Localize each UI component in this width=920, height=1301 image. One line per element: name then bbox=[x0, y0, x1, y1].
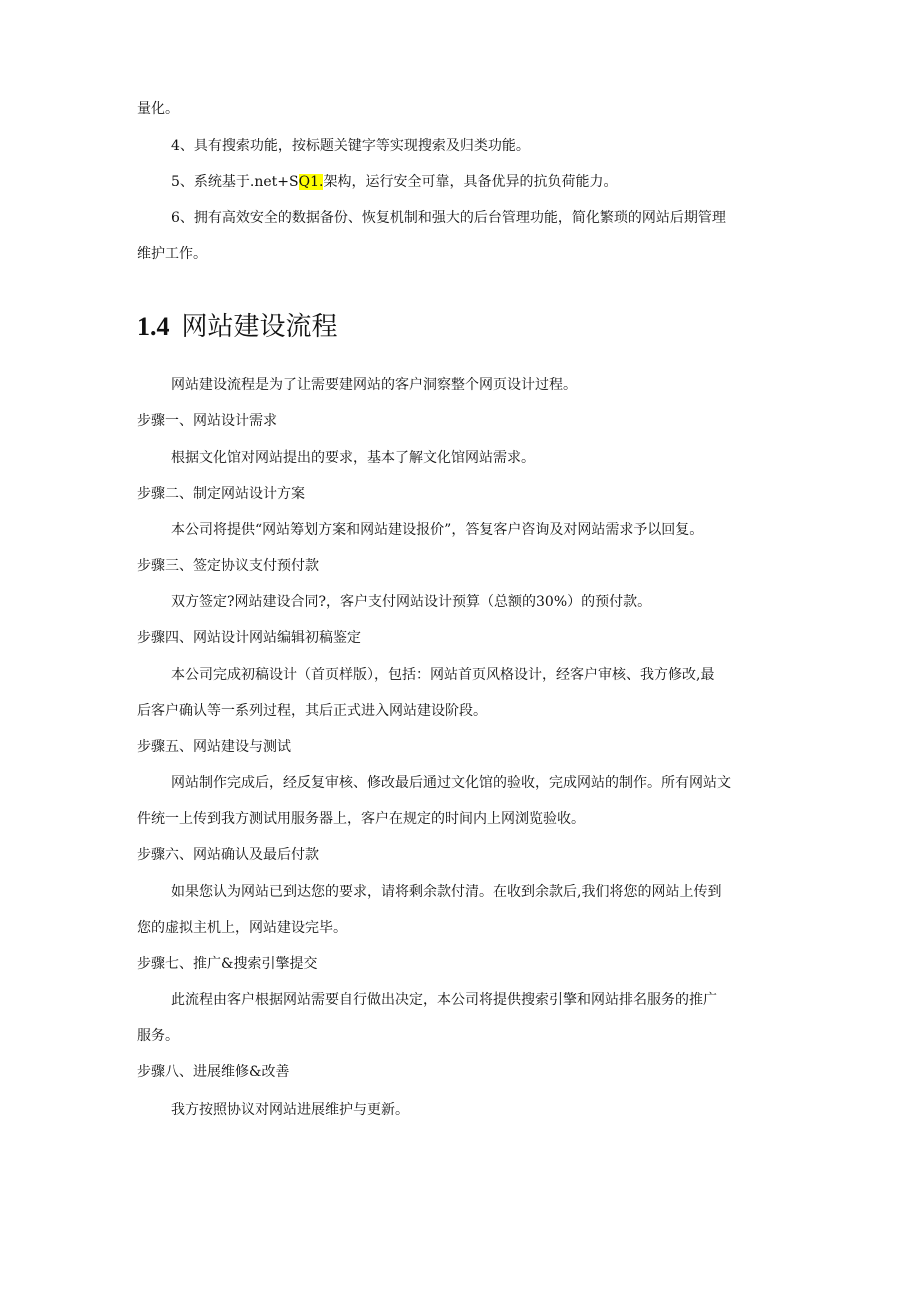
step-title: 步骤八、进展维修&改善 bbox=[137, 1064, 290, 1080]
step-body: 后客户确认等一系列过程，其后正式进入网站建设阶段。 bbox=[137, 703, 487, 719]
feature-item-5-pre: 5、系统基于.net+S bbox=[171, 174, 299, 190]
step-title: 步骤二、制定网站设计方案 bbox=[137, 486, 305, 502]
step-title: 步骤三、签定协议支付预付款 bbox=[137, 558, 319, 574]
step-body: 我方按照协议对网站进展维护与更新。 bbox=[171, 1102, 409, 1118]
feature-item-5 bbox=[171, 172, 617, 192]
section-title: 网站建设流程 bbox=[181, 312, 338, 342]
feature-item-4: 4、具有搜索功能，按标题关键字等实现搜索及归类功能。 bbox=[171, 138, 530, 154]
step-title: 步骤七、推广&搜索引擎提交 bbox=[137, 956, 318, 972]
feature-item-6-line-2: 维护工作。 bbox=[137, 246, 207, 262]
highlighted-text: Q1. bbox=[298, 174, 324, 190]
step-body: 本公司完成初稿设计（首页样版），包括：网站首页风格设计，经客户审核、我方修改,最 bbox=[171, 667, 715, 683]
step-body: 双方签定?网站建设合同?，客户支付网站设计预算（总额的30%）的预付款。 bbox=[171, 594, 652, 610]
step-body: 此流程由客户根据网站需要自行做出决定，本公司将提供搜索引擎和网站排名服务的推广 bbox=[171, 992, 717, 1008]
step-body: 网站制作完成后，经反复审核、修改最后通过文化馆的验收，完成网站的制作。所有网站文 bbox=[171, 775, 731, 791]
step-body: 如果您认为网站已到达您的要求，请将剩余款付清。在收到余款后,我们将您的网站上传到 bbox=[171, 884, 722, 900]
step-body: 本公司将提供“网站筹划方案和网站建设报价”，答复客户咨询及对网站需求予以回复。 bbox=[171, 522, 704, 538]
intro-continuation: 量化。 bbox=[137, 101, 179, 117]
step-title: 步骤一、网站设计需求 bbox=[137, 413, 277, 429]
feature-item-6-line-1: 6、拥有高效安全的数据备份、恢复机制和强大的后台管理功能，简化繁琐的网站后期管理 bbox=[171, 210, 726, 226]
step-body: 根据文化馆对网站提出的要求，基本了解文化馆网站需求。 bbox=[171, 450, 535, 466]
feature-item-5-post: 架构，运行安全可靠，具备优异的抗负荷能力。 bbox=[323, 174, 618, 190]
step-body: 件统一上传到我方测试用服务器上，客户在规定的时间内上网浏览验收。 bbox=[137, 811, 585, 827]
section-heading bbox=[137, 309, 338, 345]
section-lead: 网站建设流程是为了让需要建网站的客户洞察整个网页设计过程。 bbox=[171, 377, 577, 393]
section-number: 1.4 bbox=[137, 312, 170, 341]
step-body: 服务。 bbox=[137, 1028, 179, 1044]
step-body: 您的虚拟主机上，网站建设完毕。 bbox=[137, 920, 347, 936]
step-title: 步骤六、网站确认及最后付款 bbox=[137, 847, 319, 863]
step-title: 步骤四、网站设计网站编辑初稿鉴定 bbox=[137, 630, 361, 646]
step-title: 步骤五、网站建设与测试 bbox=[137, 739, 291, 755]
